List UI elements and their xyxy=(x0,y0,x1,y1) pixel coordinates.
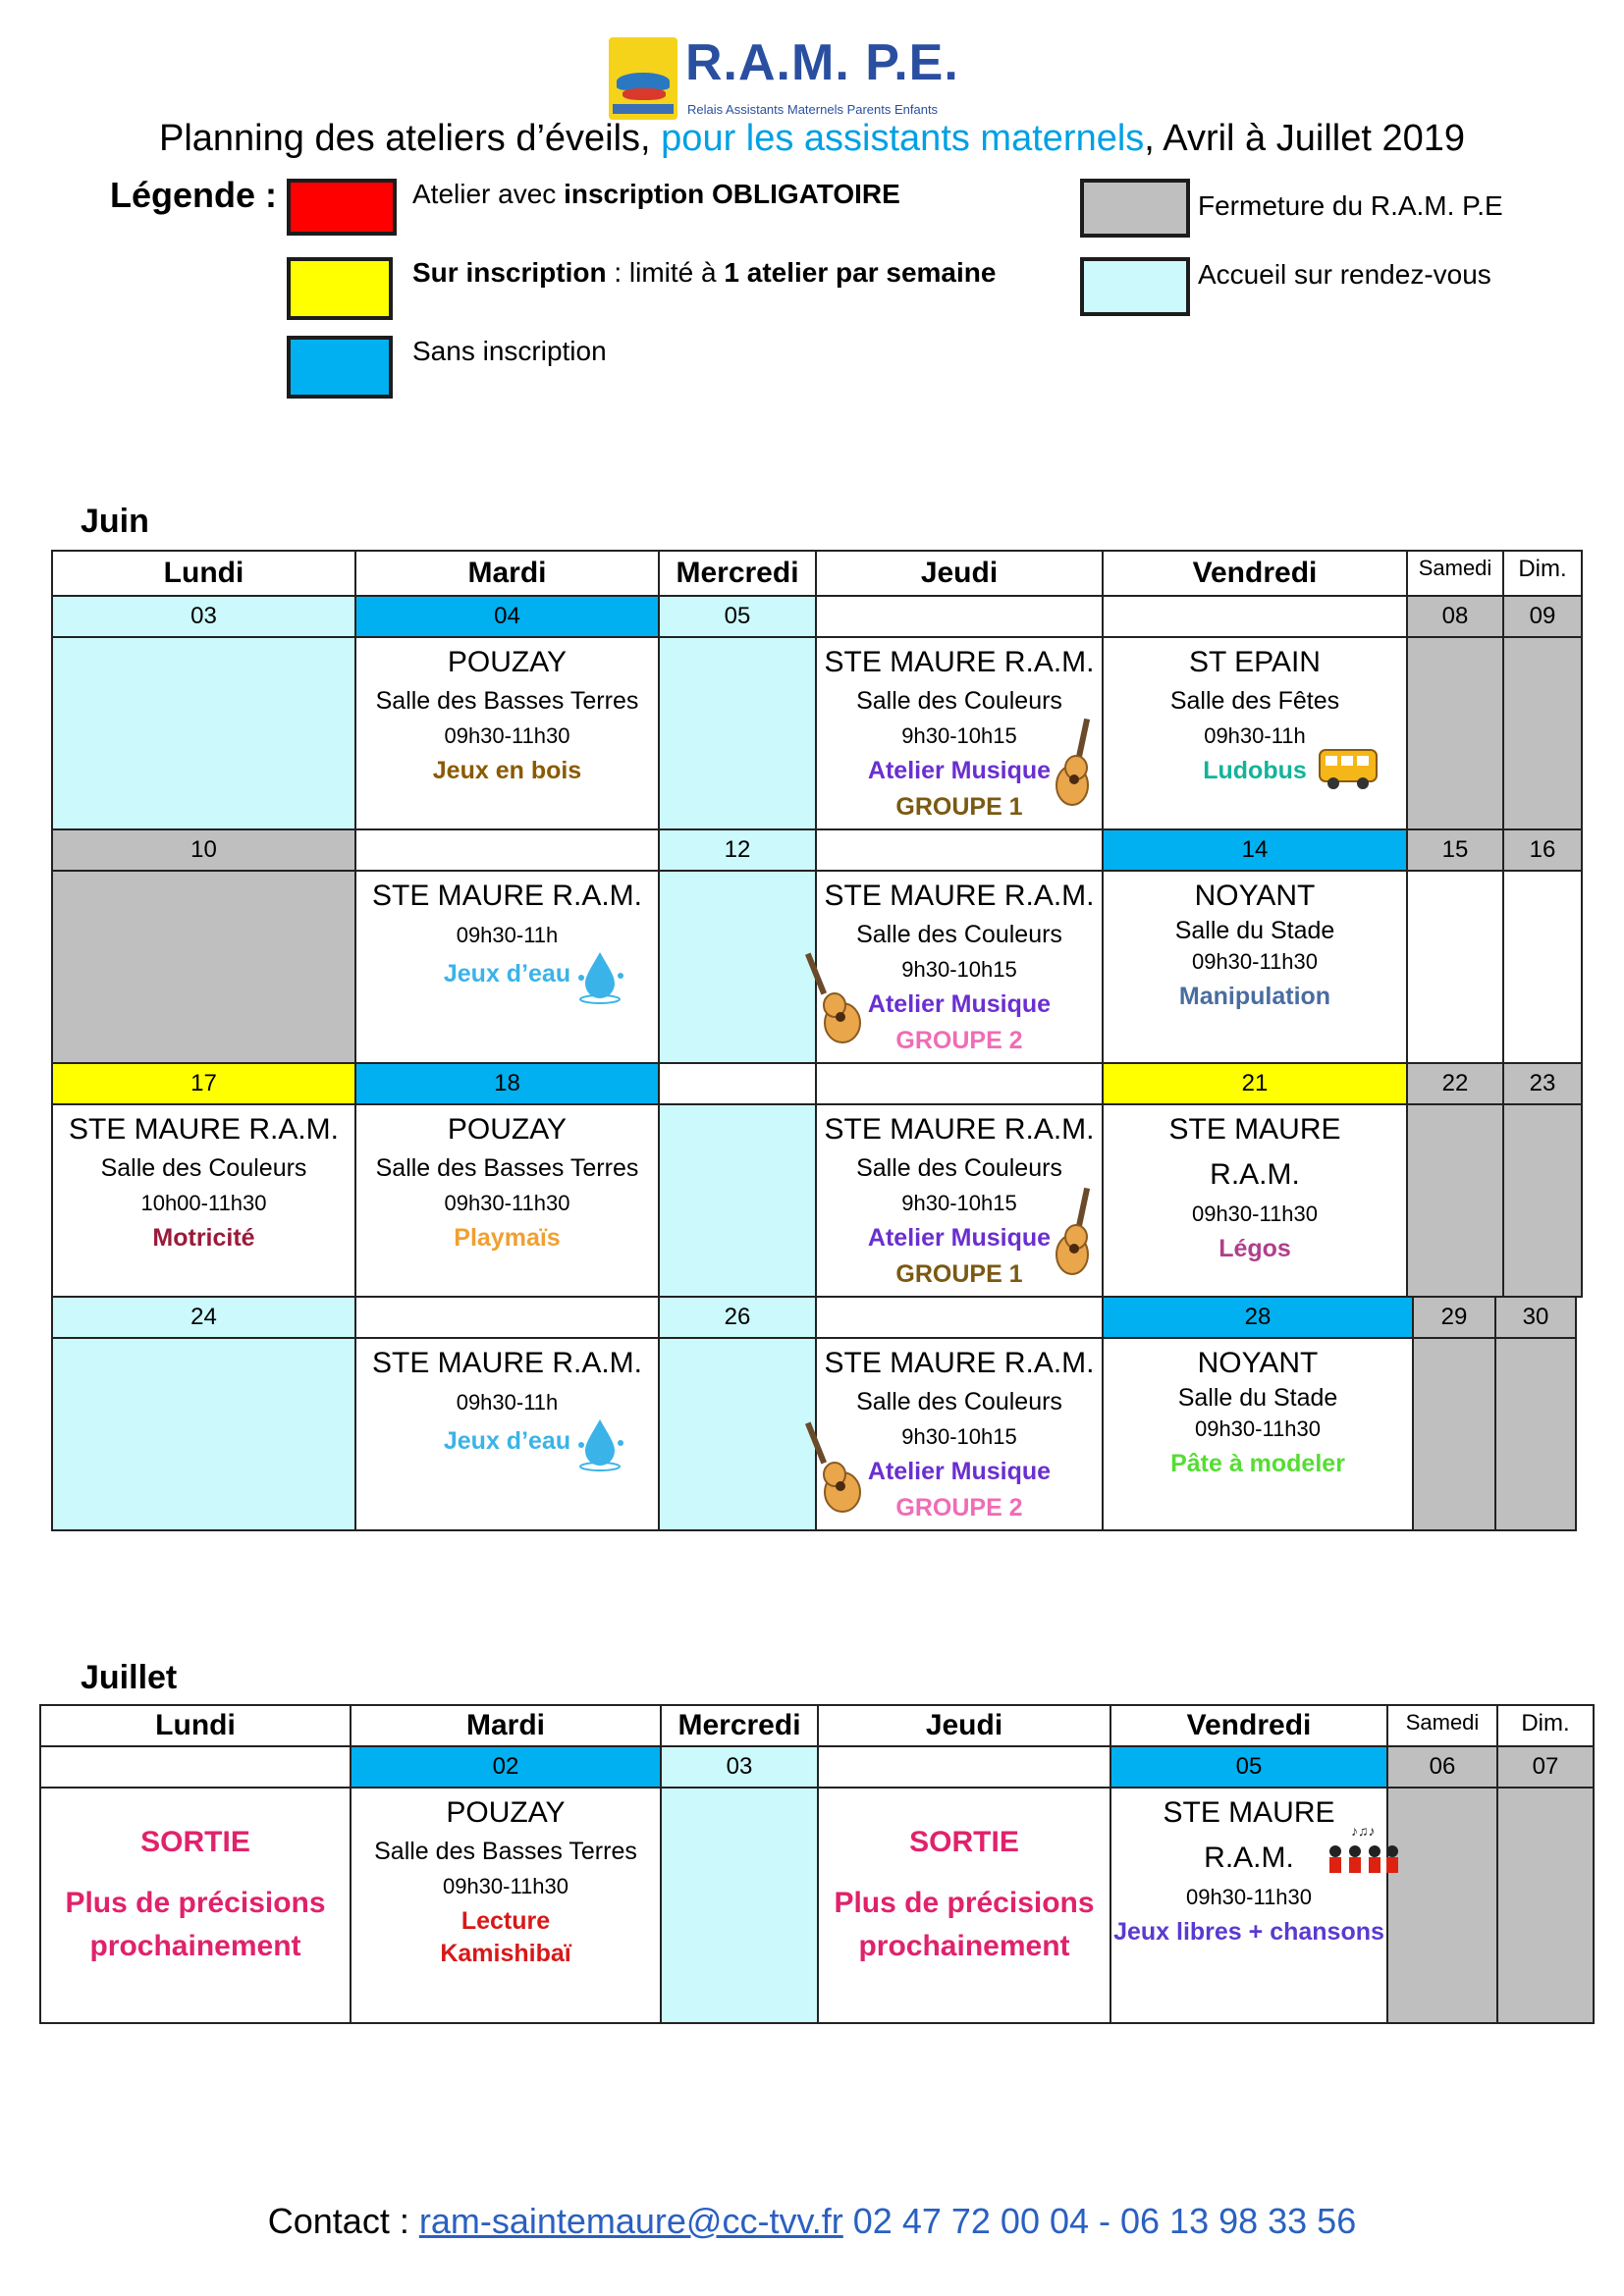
day-header-samedi: Samedi xyxy=(1386,1704,1498,1747)
legend-item-obligatoire: Atelier avec inscription OBLIGATOIRE xyxy=(412,179,900,209)
month-title-juillet: Juillet xyxy=(81,1659,178,1696)
bus-icon xyxy=(1316,744,1380,793)
day-number: 25 xyxy=(354,1296,660,1339)
day-number: 05 xyxy=(658,595,817,638)
day-header-mardi: Mardi xyxy=(350,1704,662,1747)
legend-swatch-blue xyxy=(287,336,393,399)
legend-label: Légende : xyxy=(110,175,278,215)
day-number: 06 xyxy=(815,595,1104,638)
day-number: 29 xyxy=(1412,1296,1496,1339)
guitar-icon xyxy=(1053,1186,1096,1280)
day-number: 14 xyxy=(1102,828,1408,872)
activity-cell: STE MAURE R.A.M. Salle des Couleurs 9h30-10h15 Atelier Musique GROUPE 2 xyxy=(815,1337,1104,1531)
day-number: 22 xyxy=(1406,1062,1504,1105)
day-cell-empty xyxy=(658,636,817,830)
activity-cell: STE MAURE R.A.M. Salle des Couleurs 9h30-10h15 Atelier Musique GROUPE 1 xyxy=(815,636,1104,830)
day-number: 06 xyxy=(1386,1745,1498,1789)
logo-badge xyxy=(609,37,677,120)
day-cell-empty xyxy=(51,1337,356,1531)
day-number: 23 xyxy=(1502,1062,1583,1105)
day-number: 13 xyxy=(815,828,1104,872)
guitar-icon xyxy=(803,1421,864,1516)
day-cell-empty xyxy=(1502,870,1583,1064)
day-number: 02 xyxy=(350,1745,662,1789)
title-highlight: pour les assistants maternels xyxy=(661,118,1145,159)
day-cell-closed xyxy=(1494,1337,1577,1531)
activity-cell: SORTIE Plus de précisions prochainement xyxy=(817,1787,1111,2024)
legend-item-rendez-vous: Accueil sur rendez-vous xyxy=(1198,259,1491,290)
activity-cell: SORTIE Plus de précisions prochainement xyxy=(39,1787,352,2024)
month-title-juin: Juin xyxy=(81,503,149,540)
day-cell-closed xyxy=(1502,1103,1583,1298)
day-number: 03 xyxy=(660,1745,819,1789)
guitar-icon xyxy=(803,952,864,1046)
day-header-vendredi: Vendredi xyxy=(1110,1704,1388,1747)
document-title xyxy=(0,118,1624,160)
day-number: 15 xyxy=(1406,828,1504,872)
legend-item-sans-inscription: Sans inscription xyxy=(412,336,607,366)
day-number: 11 xyxy=(354,828,660,872)
title-part2: , Avril à Juillet 2019 xyxy=(1144,118,1465,159)
activity-cell: STE MAURE R.A.M. 09h30-11h Jeux d’eau xyxy=(354,1337,660,1531)
day-cell-closed xyxy=(1406,636,1504,830)
day-number: 04 xyxy=(817,1745,1111,1789)
day-cell-empty xyxy=(51,636,356,830)
day-number: 16 xyxy=(1502,828,1583,872)
activity-cell: STE MAURE R.A.M. 09h30-11h30 Légos xyxy=(1102,1103,1408,1298)
legend-swatch-yellow xyxy=(287,257,393,320)
guitar-icon xyxy=(1053,717,1096,811)
day-header-mardi: Mardi xyxy=(354,550,660,597)
logo-title: R.A.M. P.E. xyxy=(685,34,959,91)
day-number: 20 xyxy=(815,1062,1104,1105)
activity-cell: STE MAURE R.A.M. Salle des Couleurs 9h30-10h15 Atelier Musique GROUPE 1 xyxy=(815,1103,1104,1298)
activity-cell: NOYANT Salle du Stade 09h30-11h30 Pâte à modeler xyxy=(1102,1337,1414,1531)
day-header-mercredi: Mercredi xyxy=(658,550,817,597)
day-number: 26 xyxy=(658,1296,817,1339)
activity-cell: ST EPAIN Salle des Fêtes 09h30-11h Ludobus xyxy=(1102,636,1408,830)
activity-cell: STE MAURE R.A.M. 09h30-11h30 Jeux libres + chansons xyxy=(1110,1787,1388,2024)
day-number: 05 xyxy=(1110,1745,1388,1789)
day-cell-closed xyxy=(1406,1103,1504,1298)
day-cell-closed xyxy=(1496,1787,1595,2024)
day-cell-empty xyxy=(658,870,817,1064)
legend-item-fermeture: Fermeture du R.A.M. P.E xyxy=(1198,190,1503,221)
day-header-samedi: Samedi xyxy=(1406,550,1504,597)
day-header-lundi: Lundi xyxy=(51,550,356,597)
day-header-jeudi: Jeudi xyxy=(815,550,1104,597)
activity-cell: STE MAURE R.A.M. Salle des Couleurs 9h30-10h15 Atelier Musique GROUPE 2 xyxy=(815,870,1104,1064)
day-number: 01 xyxy=(39,1745,352,1789)
day-number: 07 xyxy=(1102,595,1408,638)
day-number: 07 xyxy=(1496,1745,1595,1789)
water-drop-icon xyxy=(571,1415,628,1472)
day-number: 17 xyxy=(51,1062,356,1105)
contact-email-link[interactable]: ram-saintemaure@cc-tvv.fr xyxy=(418,2201,843,2241)
singing-children-icon xyxy=(1322,1822,1404,1887)
day-cell-empty xyxy=(1406,870,1504,1064)
day-number: 24 xyxy=(51,1296,356,1339)
day-header-vendredi: Vendredi xyxy=(1102,550,1408,597)
activity-cell: POUZAY Salle des Basses Terres 09h30-11h30 Jeux en bois xyxy=(354,636,660,830)
day-cell-empty xyxy=(658,1337,817,1531)
day-header-jeudi: Jeudi xyxy=(817,1704,1111,1747)
day-number: 09 xyxy=(1502,595,1583,638)
day-number: 10 xyxy=(51,828,356,872)
activity-cell: STE MAURE R.A.M. 09h30-11h Jeux d’eau xyxy=(354,870,660,1064)
logo-subtitle: Relais Assistants Maternels Parents Enfants xyxy=(687,102,939,117)
activity-cell: POUZAY Salle des Basses Terres 09h30-11h30 Playmaïs xyxy=(354,1103,660,1298)
contact-line xyxy=(0,2201,1624,2242)
activity-cell: STE MAURE R.A.M. Salle des Couleurs 10h00-11h30 Motricité xyxy=(51,1103,356,1298)
legend-swatch-cyan xyxy=(1080,257,1190,316)
day-number: 18 xyxy=(354,1062,660,1105)
day-number: 04 xyxy=(354,595,660,638)
day-number: 28 xyxy=(1102,1296,1414,1339)
day-number: 27 xyxy=(815,1296,1104,1339)
activity-cell: POUZAY Salle des Basses Terres 09h30-11h30 Lecture Kamishibaï xyxy=(350,1787,662,2024)
day-header-dimanche: Dim. xyxy=(1502,550,1583,597)
water-drop-icon xyxy=(571,948,628,1005)
day-number: 19 xyxy=(658,1062,817,1105)
day-cell-closed xyxy=(1502,636,1583,830)
contact-phones: 02 47 72 00 04 - 06 13 98 33 56 xyxy=(842,2201,1357,2241)
legend-item-sur-inscription: Sur inscription : limité à 1 atelier par semaine xyxy=(412,257,997,288)
title-part1: Planning des ateliers d’éveils, xyxy=(158,118,662,159)
day-header-dimanche: Dim. xyxy=(1496,1704,1595,1747)
day-header-mercredi: Mercredi xyxy=(660,1704,819,1747)
day-header-lundi: Lundi xyxy=(39,1704,352,1747)
svg-text:♪♫♪: ♪♫♪ xyxy=(1351,1823,1376,1839)
day-number: 12 xyxy=(658,828,817,872)
day-number: 30 xyxy=(1494,1296,1577,1339)
day-cell-closed xyxy=(51,870,356,1064)
day-cell-empty xyxy=(660,1787,819,2024)
contact-label: Contact : xyxy=(267,2201,419,2241)
activity-cell: NOYANT Salle du Stade 09h30-11h30 Manipulation xyxy=(1102,870,1408,1064)
day-number: 03 xyxy=(51,595,356,638)
legend-swatch-grey xyxy=(1080,179,1190,238)
day-cell-closed xyxy=(1412,1337,1496,1531)
legend-swatch-red xyxy=(287,179,397,236)
day-number: 08 xyxy=(1406,595,1504,638)
day-number: 21 xyxy=(1102,1062,1408,1105)
day-cell-empty xyxy=(658,1103,817,1298)
